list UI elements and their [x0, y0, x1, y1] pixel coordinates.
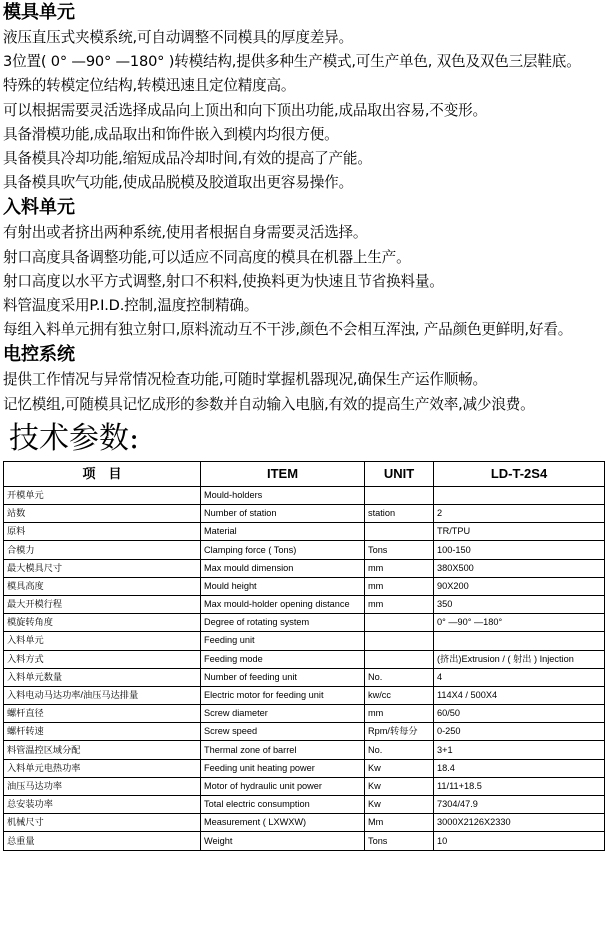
paragraph: 具备模具冷却功能,缩短成品冷却时间,有效的提高了产能。 [3, 150, 372, 168]
cell-item-cn: 料管温控区域分配 [4, 741, 201, 759]
cell-value: 0° —90° —180° [434, 614, 605, 632]
section-title-feeding-unit: 入料单元 [3, 197, 75, 219]
cell-item-cn: 总重量 [4, 832, 201, 850]
cell-item-cn: 机械尺寸 [4, 814, 201, 832]
cell-item-en: Feeding mode [201, 650, 365, 668]
cell-value: (挤出)Extrusion / ( 射出 ) Injection [434, 650, 605, 668]
cell-unit: mm [365, 577, 434, 595]
cell-value: 90X200 [434, 577, 605, 595]
cell-value: 100-150 [434, 541, 605, 559]
table-row [4, 650, 605, 668]
cell-unit [365, 486, 434, 504]
cell-value: 380X500 [434, 559, 605, 577]
cell-value: 4 [434, 668, 605, 686]
cell-item-cn: 入料单元电热功率 [4, 759, 201, 777]
cell-unit [365, 614, 434, 632]
paragraph: 特殊的转模定位结构,转模迅速且定位精度高。 [3, 77, 296, 95]
cell-item-cn: 模旋转角度 [4, 614, 201, 632]
cell-item-cn: 原料 [4, 523, 201, 541]
cell-unit: Kw [365, 777, 434, 795]
cell-unit: mm [365, 705, 434, 723]
section-title-electric-control: 电控系统 [3, 344, 75, 366]
cell-item-cn: 螺杆转速 [4, 723, 201, 741]
table-row [4, 777, 605, 795]
cell-item-cn: 开模单元 [4, 486, 201, 504]
cell-unit: No. [365, 668, 434, 686]
cell-item-en: Thermal zone of barrel [201, 741, 365, 759]
cell-item-en: Measurement ( LXWXW) [201, 814, 365, 832]
cell-unit: No. [365, 741, 434, 759]
table-row [4, 814, 605, 832]
cell-item-en: Number of feeding unit [201, 668, 365, 686]
table-row [4, 505, 605, 523]
cell-item-cn: 最大模具尺寸 [4, 559, 201, 577]
table-row [4, 741, 605, 759]
cell-item-cn: 入料方式 [4, 650, 201, 668]
cell-item-cn: 入料单元数量 [4, 668, 201, 686]
cell-item-en: Number of station [201, 505, 365, 523]
section-title-mould-unit: 模具单元 [3, 2, 75, 23]
cell-unit: station [365, 505, 434, 523]
cell-unit: mm [365, 595, 434, 613]
cell-value: 0-250 [434, 723, 605, 741]
paragraph: 有射出或者挤出两种系统,使用者根据自身需要灵活选择。 [3, 224, 368, 242]
cell-item-en: Weight [201, 832, 365, 850]
table-row [4, 559, 605, 577]
table-row [4, 541, 605, 559]
table-row [4, 632, 605, 650]
cell-item-cn: 站数 [4, 505, 201, 523]
cell-unit: mm [365, 559, 434, 577]
header-unit: UNIT [365, 461, 434, 486]
cell-unit: Mm [365, 814, 434, 832]
cell-item-en: Mould-holders [201, 486, 365, 504]
cell-value: 3000X2126X2330 [434, 814, 605, 832]
cell-item-cn: 入料电动马达功率/油压马达排量 [4, 686, 201, 704]
paragraph: 可以根据需要灵活选择成品向上顶出和向下顶出功能,成品取出容易,不变形。 [3, 101, 487, 119]
paragraph: 每组入料单元拥有独立射口,原料流动互不干涉,颜色不会相互浑浊, 产品颜色更鲜明,好看。 [3, 321, 573, 339]
paragraph: 液压直压式夹模系统,可自动调整不同模具的厚度差异。 [3, 29, 353, 46]
paragraph: 具备滑模功能,成品取出和饰件嵌入到模内均很方便。 [3, 125, 339, 143]
document-body [3, 0, 605, 851]
cell-item-en: Mould height [201, 577, 365, 595]
cell-unit: Tons [365, 832, 434, 850]
cell-unit [365, 632, 434, 650]
table-row [4, 668, 605, 686]
paragraph: 具备模具吹气功能,使成品脱模及胶道取出更容易操作。 [3, 174, 353, 192]
cell-unit: Kw [365, 796, 434, 814]
cell-item-en: Material [201, 523, 365, 541]
spec-header-row [4, 461, 605, 486]
cell-item-cn: 合模力 [4, 541, 201, 559]
cell-item-cn: 最大开模行程 [4, 595, 201, 613]
table-row [4, 595, 605, 613]
table-row [4, 486, 605, 504]
paragraph: 提供工作情况与异常情况检查功能,可随时掌握机器现况,确保生产运作顺畅。 [3, 371, 487, 389]
paragraph: 3位置( 0° —90° —180° )转模结构,提供多种生产模式,可生产单色, 双色及双色三层鞋底。 [3, 53, 581, 71]
cell-unit [365, 650, 434, 668]
header-item-en: ITEM [201, 461, 365, 486]
cell-value: 3+1 [434, 741, 605, 759]
cell-item-cn: 模具高度 [4, 577, 201, 595]
cell-value [434, 632, 605, 650]
cell-value: TR/TPU [434, 523, 605, 541]
paragraph: 记忆模组,可随模具记忆成形的参数并自动输入电脑,有效的提高生产效率,减少浪费。 [3, 395, 535, 413]
table-row [4, 686, 605, 704]
cell-item-cn: 螺杆直径 [4, 705, 201, 723]
cell-item-en: Max mould dimension [201, 559, 365, 577]
cell-value: 18.4 [434, 759, 605, 777]
table-row [4, 705, 605, 723]
cell-item-en: Total electric consumption [201, 796, 365, 814]
table-row [4, 577, 605, 595]
cell-item-en: Clamping force ( Tons) [201, 541, 365, 559]
cell-value: 2 [434, 505, 605, 523]
table-row [4, 832, 605, 850]
cell-item-en: Electric motor for feeding unit [201, 686, 365, 704]
paragraph: 射口高度以水平方式调整,射口不积料,使换料更为快速且节省换料量。 [3, 272, 444, 290]
cell-item-cn: 总安装功率 [4, 796, 201, 814]
spec-title: 技术参数: [9, 420, 140, 456]
cell-value: 350 [434, 595, 605, 613]
cell-item-en: Screw speed [201, 723, 365, 741]
cell-unit: kw/cc [365, 686, 434, 704]
table-row [4, 614, 605, 632]
cell-item-cn: 油压马达功率 [4, 777, 201, 795]
cell-value [434, 486, 605, 504]
cell-value: 7304/47.9 [434, 796, 605, 814]
cell-item-cn: 入料单元 [4, 632, 201, 650]
table-row [4, 723, 605, 741]
cell-item-en: Feeding unit [201, 632, 365, 650]
paragraph: 射口高度具备调整功能,可以适应不同高度的模具在机器上生产。 [3, 248, 411, 266]
spec-table [3, 461, 605, 851]
cell-value: 60/50 [434, 705, 605, 723]
cell-unit: Kw [365, 759, 434, 777]
cell-item-en: Motor of hydraulic unit power [201, 777, 365, 795]
spec-body [4, 486, 605, 850]
cell-unit: Tons [365, 541, 434, 559]
cell-item-en: Feeding unit heating power [201, 759, 365, 777]
cell-unit: Rpm/转每分 [365, 723, 434, 741]
table-row [4, 759, 605, 777]
cell-item-en: Screw diameter [201, 705, 365, 723]
cell-unit [365, 523, 434, 541]
cell-item-en: Max mould-holder opening distance [201, 595, 365, 613]
header-model: LD-T-2S4 [434, 461, 605, 486]
cell-value: 10 [434, 832, 605, 850]
cell-item-en: Degree of rotating system [201, 614, 365, 632]
cell-value: 11/11+18.5 [434, 777, 605, 795]
table-row [4, 796, 605, 814]
paragraph: 料管温度采用P.I.D.控制,温度控制精确。 [3, 297, 259, 315]
header-item-cn: 项 目 [4, 461, 201, 486]
cell-value: 114X4 / 500X4 [434, 686, 605, 704]
table-row [4, 523, 605, 541]
